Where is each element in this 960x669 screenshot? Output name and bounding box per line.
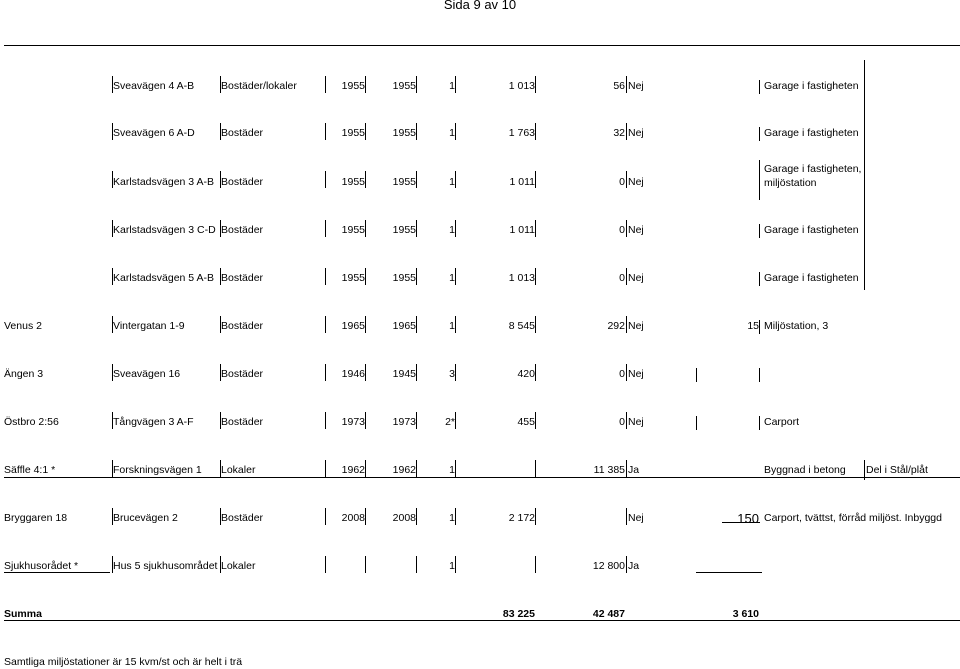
cell-c3: 1955 — [341, 224, 365, 236]
column-divider — [455, 268, 456, 285]
column-divider — [759, 272, 760, 286]
column-divider — [220, 316, 221, 333]
cell-c3: 1946 — [341, 368, 365, 380]
column-divider — [535, 268, 536, 285]
cell-c6: 1 763 — [508, 127, 535, 139]
cell-c3: 1955 — [341, 272, 365, 284]
column-divider — [325, 171, 326, 188]
cell-c10: Carport, tvättst, förråd miljöst. Inbyggd — [764, 512, 942, 524]
cell-c7: 0 — [619, 176, 625, 188]
column-divider — [455, 508, 456, 525]
column-divider — [626, 171, 627, 188]
cell-c5: 1 — [449, 272, 455, 284]
column-divider — [365, 412, 366, 429]
cell-c7: 292 — [607, 320, 625, 332]
column-divider — [455, 556, 456, 573]
cell-c10: miljöstation — [764, 177, 817, 189]
cell-c10: Garage i fastigheten — [764, 272, 859, 284]
column-divider — [455, 412, 456, 429]
column-divider — [416, 220, 417, 237]
column-divider — [325, 412, 326, 429]
cell-c5: 1 — [449, 560, 455, 572]
column-divider — [220, 220, 221, 237]
row-divider — [722, 522, 760, 523]
column-divider — [365, 171, 366, 188]
cell-c3: 1962 — [341, 464, 365, 476]
cell-c4: 1962 — [392, 464, 416, 476]
column-divider — [455, 364, 456, 381]
row-divider — [4, 477, 864, 478]
column-divider — [365, 268, 366, 285]
column-divider — [535, 556, 536, 573]
column-divider — [365, 364, 366, 381]
cell-c2: Lokaler — [221, 464, 256, 476]
cell-c8: Nej — [628, 224, 644, 236]
cell-c8: Nej — [628, 512, 644, 524]
cell-c7: 32 — [613, 127, 625, 139]
cell-c2: Bostäder — [221, 416, 264, 428]
column-divider — [220, 268, 221, 285]
summa-c9: 3 610 — [732, 608, 759, 620]
column-divider — [365, 123, 366, 140]
column-divider — [696, 416, 697, 430]
cell-c0: Ängen 3 — [4, 368, 44, 380]
column-divider — [220, 123, 221, 140]
column-divider — [626, 123, 627, 140]
column-divider — [626, 412, 627, 429]
cell-c1: Brucevägen 2 — [113, 512, 178, 524]
cell-c7: 0 — [619, 272, 625, 284]
cell-c0: Sjukhusorådet * — [4, 560, 79, 572]
cell-c10: Miljöstation, 3 — [764, 320, 829, 332]
column-divider — [112, 268, 113, 285]
cell-c5: 1 — [449, 224, 455, 236]
column-divider — [759, 368, 760, 382]
cell-c6: 8 545 — [508, 320, 535, 332]
column-divider — [325, 460, 326, 477]
column-divider — [626, 508, 627, 525]
cell-c8: Nej — [628, 127, 644, 139]
cell-c4: 1973 — [392, 416, 416, 428]
column-divider — [112, 220, 113, 237]
cell-c4: 1955 — [392, 272, 416, 284]
cell-c10: Carport — [764, 416, 800, 428]
row-divider — [696, 572, 762, 573]
column-divider — [455, 76, 456, 93]
column-divider — [535, 171, 536, 188]
cell-c3: 2008 — [341, 512, 365, 524]
cell-c7: 12 800 — [592, 560, 625, 572]
cell-c4: 1945 — [392, 368, 416, 380]
cell-c1: Karlstadsvägen 3 C-D — [113, 224, 216, 236]
column-divider — [626, 460, 627, 477]
cell-c2: Bostäder — [221, 272, 264, 284]
cell-c3: 1973 — [341, 416, 365, 428]
cell-c10: Garage i fastigheten — [764, 224, 859, 236]
row-divider — [4, 572, 110, 573]
column-divider — [220, 412, 221, 429]
cell-c2: Bostäder — [221, 512, 264, 524]
column-divider — [759, 160, 760, 200]
cell-c8: Nej — [628, 320, 644, 332]
column-divider — [112, 556, 113, 573]
cell-c2: Lokaler — [221, 560, 256, 572]
cell-c5: 1 — [449, 512, 455, 524]
column-divider — [535, 460, 536, 477]
cell-c2: Bostäder — [221, 176, 264, 188]
column-divider — [535, 316, 536, 333]
column-divider — [220, 508, 221, 525]
cell-c4: 1955 — [392, 127, 416, 139]
cell-c10: Byggnad i betong — [764, 464, 846, 476]
footnote: Samtliga miljöstationer är 15 kvm/st och är helt i trä — [4, 656, 243, 668]
column-divider — [325, 556, 326, 573]
column-divider — [112, 123, 113, 140]
column-divider — [626, 76, 627, 93]
column-divider — [759, 320, 760, 334]
cell-c5: 1 — [449, 80, 455, 92]
column-divider — [416, 316, 417, 333]
page-header: Sida 9 av 10 — [443, 0, 517, 12]
column-divider — [864, 60, 865, 290]
column-divider — [535, 220, 536, 237]
column-divider — [112, 364, 113, 381]
column-divider — [112, 76, 113, 93]
cell-c6: 1 011 — [509, 176, 535, 188]
column-divider — [365, 508, 366, 525]
column-divider — [112, 316, 113, 333]
cell-c1: Forskningsvägen 1 — [113, 464, 202, 476]
cell-c8: Ja — [628, 464, 640, 476]
cell-c7: 0 — [619, 224, 625, 236]
column-divider — [220, 556, 221, 573]
cell-c5: 1 — [449, 320, 455, 332]
column-divider — [365, 76, 366, 93]
cell-c0: Säffle 4:1 * — [4, 464, 56, 476]
summa-c6: 83 225 — [502, 608, 535, 620]
column-divider — [535, 76, 536, 93]
column-divider — [416, 123, 417, 140]
cell-c2: Bostäder — [221, 127, 264, 139]
row-divider — [864, 477, 960, 478]
cell-c6: 455 — [517, 416, 535, 428]
column-divider — [416, 556, 417, 573]
cell-c7: 11 385 — [593, 464, 625, 476]
cell-c7: 0 — [619, 416, 625, 428]
column-divider — [455, 316, 456, 333]
column-divider — [416, 460, 417, 477]
column-divider — [416, 268, 417, 285]
column-divider — [759, 127, 760, 141]
column-divider — [365, 460, 366, 477]
cell-c1: Karlstadsvägen 3 A-B — [113, 176, 214, 188]
column-divider — [626, 556, 627, 573]
row-divider — [4, 45, 960, 46]
cell-c0: Bryggaren 18 — [4, 512, 68, 524]
column-divider — [112, 460, 113, 477]
cell-c0: Venus 2 — [4, 320, 42, 332]
column-divider — [416, 412, 417, 429]
column-divider — [325, 508, 326, 525]
cell-c9: 150 — [737, 511, 759, 526]
column-divider — [112, 171, 113, 188]
cell-c1: Vintergatan 1-9 — [113, 320, 185, 332]
cell-c2: Bostäder — [221, 368, 264, 380]
cell-c1: Sveavägen 4 A-B — [113, 80, 195, 92]
cell-c8: Ja — [628, 560, 640, 572]
column-divider — [455, 220, 456, 237]
cell-c3: 1955 — [341, 176, 365, 188]
cell-c5: 2* — [445, 416, 455, 428]
column-divider — [535, 123, 536, 140]
cell-c4: 1965 — [392, 320, 416, 332]
column-divider — [365, 220, 366, 237]
cell-c5: 1 — [449, 464, 455, 476]
cell-c1: Sveavägen 6 A-D — [113, 127, 195, 139]
column-divider — [112, 508, 113, 525]
column-divider — [535, 508, 536, 525]
column-divider — [759, 224, 760, 238]
cell-c5: 1 — [449, 127, 455, 139]
cell-c4: 1955 — [392, 224, 416, 236]
cell-c1: Karlstadsvägen 5 A-B — [113, 272, 214, 284]
column-divider — [325, 364, 326, 381]
column-divider — [626, 316, 627, 333]
column-divider — [626, 364, 627, 381]
column-divider — [455, 123, 456, 140]
cell-c7: 56 — [613, 80, 625, 92]
cell-c6: 1 013 — [508, 272, 535, 284]
cell-c1: Hus 5 sjukhusområdet — [113, 560, 218, 572]
column-divider — [455, 460, 456, 477]
cell-c8: Nej — [628, 272, 644, 284]
cell-c4: 2008 — [392, 512, 416, 524]
cell-c8: Nej — [628, 176, 644, 188]
cell-c1: Tångvägen 3 A-F — [113, 416, 194, 428]
cell-c6: 2 172 — [508, 512, 535, 524]
cell-c6: 1 013 — [508, 80, 535, 92]
column-divider — [626, 220, 627, 237]
column-divider — [220, 76, 221, 93]
summa-c7: 42 487 — [592, 608, 625, 620]
cell-c2: Bostäder — [221, 320, 264, 332]
cell-c4: 1955 — [392, 176, 416, 188]
cell-c2: Bostäder/lokaler — [221, 80, 297, 92]
cell-c6: 420 — [517, 368, 535, 380]
cell-c10: Garage i fastigheten — [764, 80, 859, 92]
column-divider — [220, 364, 221, 381]
cell-c0: Östbro 2:56 — [4, 416, 59, 428]
column-divider — [365, 556, 366, 573]
column-divider — [759, 80, 760, 94]
cell-c8: Nej — [628, 416, 644, 428]
column-divider — [416, 508, 417, 525]
column-divider — [416, 76, 417, 93]
cell-c9: 15 — [747, 320, 759, 332]
cell-c5: 1 — [449, 176, 455, 188]
column-divider — [325, 220, 326, 237]
cell-c6: 1 011 — [509, 224, 535, 236]
cell-c1: Sveavägen 16 — [113, 368, 181, 380]
column-divider — [535, 364, 536, 381]
column-divider — [416, 364, 417, 381]
column-divider — [696, 368, 697, 382]
column-divider — [325, 316, 326, 333]
column-divider — [416, 171, 417, 188]
column-divider — [535, 412, 536, 429]
cell-c8: Nej — [628, 368, 644, 380]
cell-c11: Del i Stål/plåt — [866, 464, 928, 476]
cell-c3: 1955 — [341, 80, 365, 92]
cell-c4: 1955 — [392, 80, 416, 92]
column-divider — [325, 76, 326, 93]
cell-c2: Bostäder — [221, 224, 264, 236]
summa-label: Summa — [4, 608, 42, 620]
cell-c3: 1965 — [341, 320, 365, 332]
column-divider — [325, 123, 326, 140]
column-divider — [220, 460, 221, 477]
column-divider — [365, 316, 366, 333]
cell-c10: Garage i fastigheten, — [764, 163, 862, 175]
column-divider — [626, 268, 627, 285]
column-divider — [455, 171, 456, 188]
cell-c7: 0 — [619, 368, 625, 380]
column-divider — [220, 171, 221, 188]
cell-c5: 3 — [449, 368, 455, 380]
cell-c10: Garage i fastigheten — [764, 127, 859, 139]
column-divider — [112, 412, 113, 429]
column-divider — [759, 416, 760, 430]
column-divider — [325, 268, 326, 285]
cell-c8: Nej — [628, 80, 644, 92]
cell-c3: 1955 — [341, 127, 365, 139]
